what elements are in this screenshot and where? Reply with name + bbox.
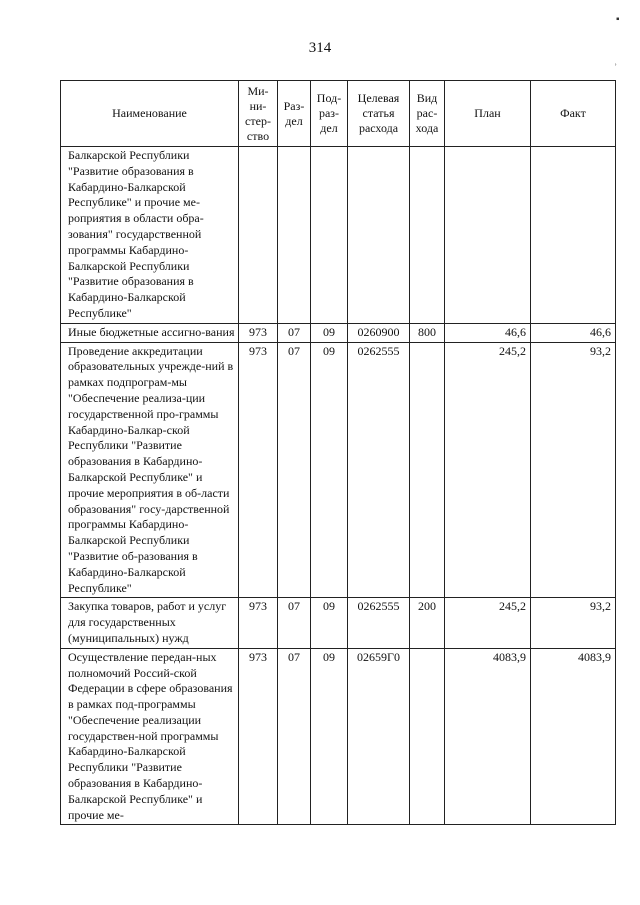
row-plan: 46,6 [445,323,531,342]
scan-speck: ˒ [614,58,618,69]
row-fact: 93,2 [531,598,616,648]
row-target: 02659Г0 [348,648,410,825]
header-subsection: Под- раз- дел [311,81,348,147]
header-plan: План [445,81,531,147]
row-target [348,147,410,324]
row-type: 200 [410,598,445,648]
header-name: Наименование [61,81,239,147]
row-section: 07 [278,323,311,342]
header-fact: Факт [531,81,616,147]
row-type [410,342,445,598]
row-section [278,147,311,324]
row-name: Закупка товаров, работ и услуг для государственных (муниципальных) нужд [61,598,239,648]
row-name: Иные бюджетные ассигно-вания [61,323,239,342]
table-row [61,342,616,598]
budget-table [60,80,616,825]
row-plan: 245,2 [445,598,531,648]
row-ministry: 973 [239,598,278,648]
row-target: 0260900 [348,323,410,342]
row-section: 07 [278,598,311,648]
row-subsection: 09 [311,648,348,825]
row-fact [531,147,616,324]
row-type [410,147,445,324]
table-row [61,147,616,324]
header-type: Вид рас- хода [410,81,445,147]
row-fact: 93,2 [531,342,616,598]
row-type: 800 [410,323,445,342]
table-row [61,598,616,648]
row-section: 07 [278,648,311,825]
row-target: 0262555 [348,342,410,598]
row-subsection [311,147,348,324]
row-ministry: 973 [239,342,278,598]
row-fact: 46,6 [531,323,616,342]
header-section: Раз- дел [278,81,311,147]
row-subsection: 09 [311,323,348,342]
row-plan: 4083,9 [445,648,531,825]
row-ministry: 973 [239,648,278,825]
scan-speck: ▪ [616,14,620,25]
row-type [410,648,445,825]
header-target: Целевая статья расхода [348,81,410,147]
header-ministry: Ми- ни- стер- ство [239,81,278,147]
row-name: Проведение аккредитации образовательных учрежде-ний в рамках подпрограм-мы "Обеспечение реализа-ции государственной про-граммы Кабардино-Балкар-ской Республики "Развитие образования в Кабардино-Балкарской Республике" и прочие мероприятия в об-ласти образования" госу-дарственной программы Кабардино-Балкарской Республики "Развитие об-разования в Кабардино-Балкарской Республике" [61,342,239,598]
row-ministry [239,147,278,324]
header-row [61,81,616,147]
row-section: 07 [278,342,311,598]
row-subsection: 09 [311,342,348,598]
row-ministry: 973 [239,323,278,342]
row-fact: 4083,9 [531,648,616,825]
row-name: Балкарской Республики "Развитие образования в Кабардино-Балкарской Республике" и прочие ме-роприятия в области обра-зования" государственной программы Кабардино-Балкарской Республики "Развитие образования в Кабардино-Балкарской Республике" [61,147,239,324]
table-row [61,323,616,342]
row-target: 0262555 [348,598,410,648]
row-subsection: 09 [311,598,348,648]
row-plan: 245,2 [445,342,531,598]
table-row [61,648,616,825]
row-name: Осуществление передан-ных полномочий Россий-ской Федерации в сфере образования в рамках под-программы "Обеспечение реализации государствен-ной программы Кабардино-Балкарской Республики "Развитие образования в Кабардино-Балкарской Республике" и прочие ме- [61,648,239,825]
row-plan [445,147,531,324]
page-number: 314 [308,40,332,56]
